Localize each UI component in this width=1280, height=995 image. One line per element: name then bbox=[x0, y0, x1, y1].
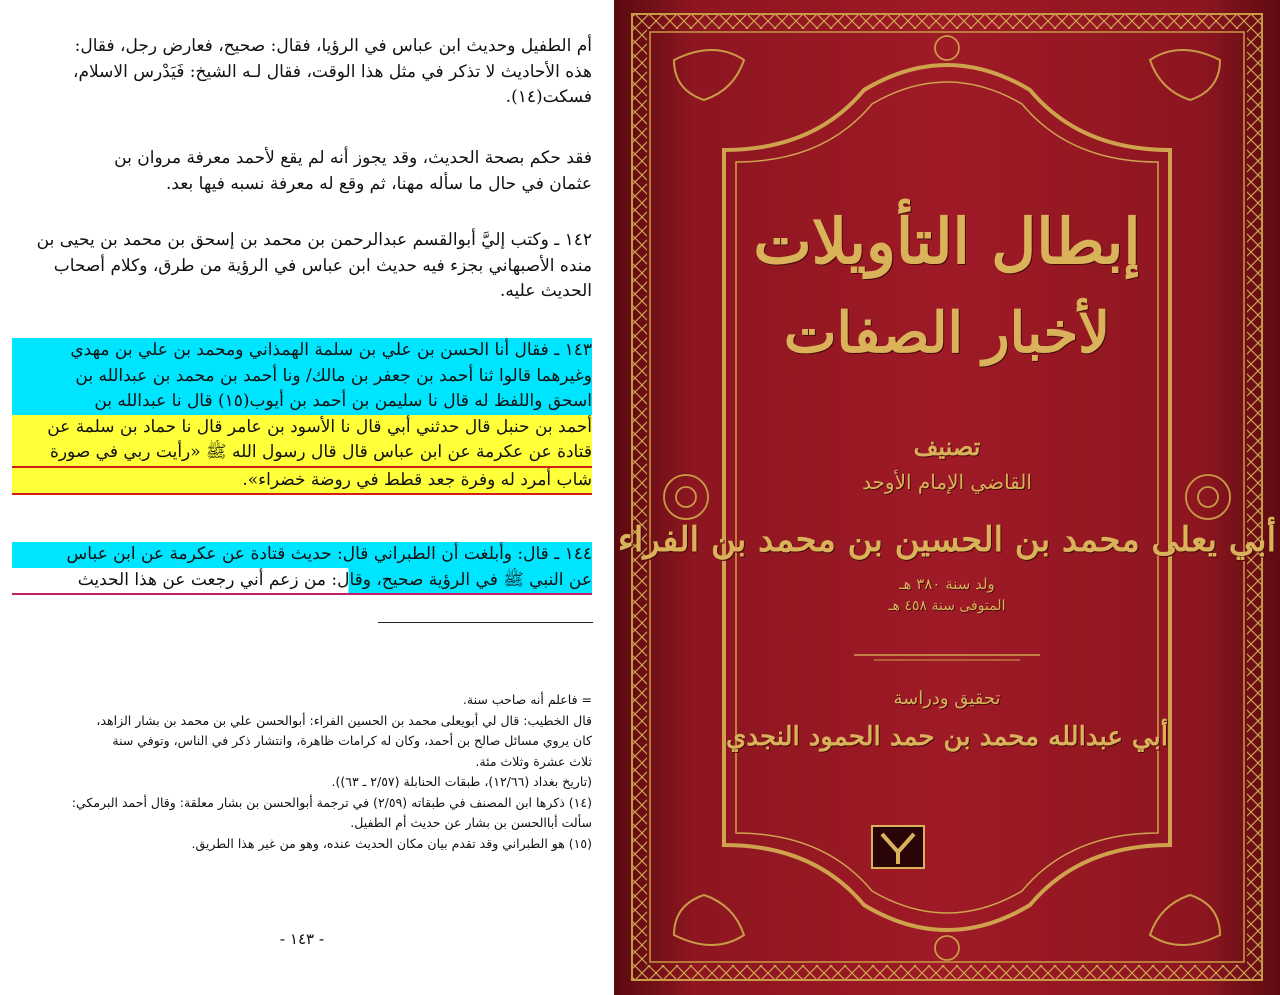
highlighted-line-cyan: عن النبي ﷺ في الرؤية صحيح، وقال: من زعم أني رجعت عن هذا الحديث bbox=[12, 568, 592, 596]
paragraph-143 bbox=[12, 338, 592, 495]
paragraph-144 bbox=[12, 542, 592, 595]
paragraph-142 bbox=[12, 228, 592, 305]
footnote-line: (١٤) ذكرها ابن المصنف في طبقاته (٢/٥٩) في ترجمة أبوالحسن بن بشار معلقة: وقال أحمد البرمكي: bbox=[71, 794, 592, 810]
highlighted-line-cyan: ١٤٤ ـ قال: وأبلغت أن الطبراني قال: حديث قتادة عن عكرمة عن ابن عباس bbox=[12, 542, 592, 568]
publisher-logo-icon bbox=[868, 822, 928, 872]
footnotes bbox=[2, 690, 592, 854]
text-line: الحديث عليه. bbox=[499, 281, 592, 301]
text-line: هذه الأحاديث لا تذكر في مثل هذا الوقت، فقال لـه الشيخ: فَيَدْرس الاسلام، bbox=[73, 61, 592, 82]
footnote-line: (١٥) هو الطبراني وقد تقدم بيان مكان الحديث عنده، وهو من غير هذا الطريق. bbox=[191, 835, 592, 851]
cover-ornament bbox=[614, 0, 1280, 995]
cover-author-dates-2: المتوفى سنة ٤٥٨ هـ bbox=[888, 598, 1006, 614]
footnote-line: سألت أباالحسن بن بشار عن حديث أم الطفيل. bbox=[350, 815, 592, 830]
cover-editor-name: أبي عبدالله محمد بن حمد الحمود النجدي bbox=[725, 722, 1169, 752]
highlighted-line-yellow: شاب أمرد له وفرة جعد قطط في روضة خضراء». bbox=[12, 468, 592, 496]
cover-editor-label: تحقيق ودراسة bbox=[893, 688, 1001, 709]
text-line: ١٤٢ ـ وكتب إليَّ أبوالقسم عبدالرحمن بن محمد بن إسحق بن محمد بن يحيى بن bbox=[36, 230, 592, 250]
cover-author-prefix: القاضي الإمام الأوحد bbox=[862, 470, 1032, 494]
text-line: فقد حكم بصحة الحديث، وقد يجوز أنه لم يقع لأحمد معرفة مروان بن bbox=[114, 148, 592, 168]
cover-title-line-2: لأخبار الصفات bbox=[783, 300, 1111, 366]
highlighted-line-cyan: اسحق واللفظ له قال نا سليمن بن أحمد بن أيوب(١٥) قال نا عبدالله بن bbox=[12, 389, 592, 415]
page-number: - ١٤٣ - bbox=[279, 930, 325, 948]
highlighted-line-cyan: وغيرهما قالوا ثنا أحمد بن جعفر بن مالك/ ونا أحمد بن محمد بن عبدالله بن bbox=[12, 364, 592, 390]
footnote-line: كان يروي مسائل صالح بن أحمد، وكان له كرامات ظاهرة، وانتشار ذكر في الناس، وتوفي سنة bbox=[112, 733, 592, 748]
text-line: عثمان في حال ما سأله مهنا، ثم وقع له معرفة نسبه فيها بعد. bbox=[165, 173, 592, 194]
footnote-separator bbox=[378, 622, 593, 623]
footnote-line: قال الخطيب: قال لي أبويعلى محمد بن الحسين الفراء: أبوالحسن علي بن محمد بن بشار الزاهد، bbox=[96, 712, 592, 728]
cover-title-line-1: إبطال التأويلات bbox=[753, 205, 1141, 278]
footnote-line: ثلاث عشرة وثلاث مئة. bbox=[475, 753, 592, 769]
text-line: أم الطفيل وحديث ابن عباس في الرؤيا، فقال: صحيح، فعارض رجل، فقال: bbox=[74, 36, 592, 56]
highlighted-line-yellow: أحمد بن حنبل قال حدثني أبي قال نا الأسود بن عامر قال نا حماد بن سلمة عن bbox=[12, 415, 592, 441]
text-line: فسكت(١٤). bbox=[505, 87, 592, 107]
book-cover bbox=[614, 0, 1280, 995]
paragraph-1 bbox=[12, 34, 592, 111]
cover-authored-label: تصنيف bbox=[913, 432, 981, 461]
highlighted-line-yellow: قتادة عن عكرمة عن ابن عباس قال قال رسول الله ﷺ «رأيت ربي في صورة bbox=[12, 440, 592, 468]
paragraph-2 bbox=[12, 146, 592, 197]
text-line: منده الأصبهاني بجزء فيه حديث ابن عباس في الرؤية من طرق، وكلام أصحاب bbox=[53, 255, 592, 276]
cover-author-dates-1: ولد سنة ٣٨٠ هـ bbox=[899, 575, 995, 593]
footnote-line: = فاعلم أنه صاحب سنة. bbox=[462, 692, 592, 707]
cover-author-name: أبي يعلى محمد بن الحسين بن محمد بن الفراء bbox=[617, 520, 1277, 560]
book-page bbox=[0, 0, 608, 995]
footnote-line: (تاريخ بغداد (١٢/٦٦)، طبقات الحنابلة (٢/٥٧ ـ ٦٣)). bbox=[331, 774, 592, 789]
highlighted-line-cyan: ١٤٣ ـ فقال أنا الحسن بن علي بن سلمة الهمذاني ومحمد بن علي بن مهدي bbox=[12, 338, 592, 364]
